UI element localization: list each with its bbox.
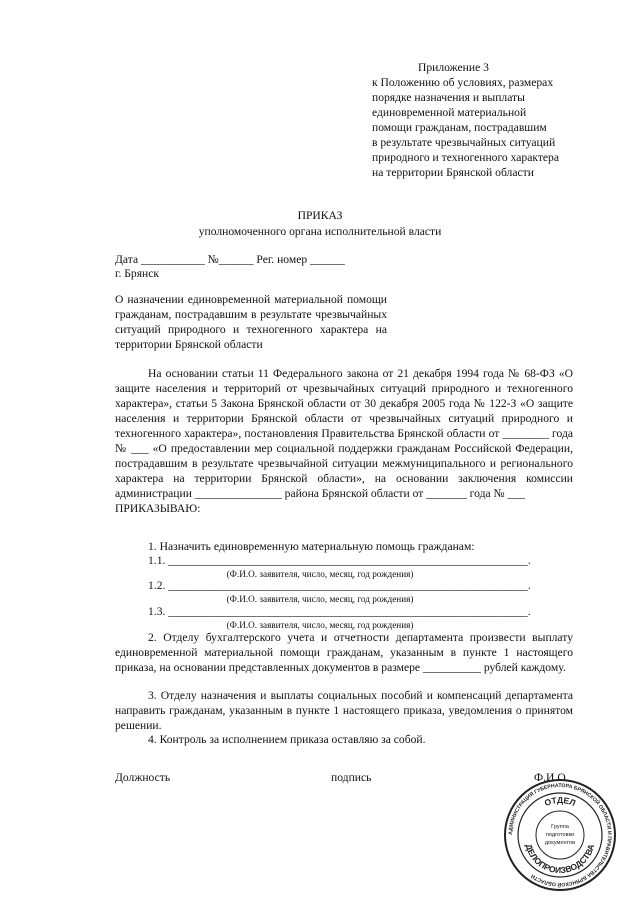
item-1-2-hint: (Ф.И.О. заявителя, число, месяц, год рождения) bbox=[226, 594, 414, 604]
document-subtitle: уполномоченного органа исполнительной власти bbox=[198, 225, 442, 238]
appendix-line: в результате чрезвычайных ситуаций bbox=[372, 136, 556, 149]
item-1-1-hint: (Ф.И.О. заявителя, число, месяц, год рождения) bbox=[226, 569, 414, 579]
appendix-line: природного и техногенного характера bbox=[372, 151, 559, 164]
item-1-3-line: 1.3. ______________________________________________________________. bbox=[148, 605, 531, 618]
order-subject: О назначении единовременной материальной помощи гражданам, пострадавшим в результате чрезвычайных ситуаций природного и техногенного характера на территории Брянской области bbox=[115, 293, 387, 351]
item-2 bbox=[115, 630, 573, 675]
stamp-center-line: Группа bbox=[551, 824, 569, 830]
stamp-bottom-text: ДЕЛОПРОИЗВОДСТВА bbox=[523, 842, 597, 876]
item-1-1-line: 1.1. ______________________________________________________________. bbox=[148, 554, 531, 567]
stamp-center-line: подготовки bbox=[545, 832, 575, 838]
stamp-center-line: документов bbox=[544, 840, 576, 846]
document-title: ПРИКАЗ bbox=[297, 209, 343, 222]
stamp-top-text: ОТДЕЛ bbox=[543, 794, 578, 809]
item-4-text: 4. Контроль за исполнением приказа оставляю за собой. bbox=[148, 733, 426, 746]
appendix-line: единовременной материальной bbox=[372, 106, 527, 119]
stamp-seal-icon bbox=[503, 778, 617, 892]
appendix-line: порядке назначения и выплаты bbox=[372, 91, 525, 104]
item-3 bbox=[115, 688, 573, 733]
signature-name: Ф.И.О. bbox=[534, 771, 569, 784]
stamp-ring-text: АДМИНИСТРАЦИЯ ГУБЕРНАТОРА БРЯНСКОЙ ОБЛАСТИ И ПРАВИТЕЛЬСТВА БРЯНСКОЙ ОБЛАСТИ bbox=[507, 782, 613, 888]
item-2-text: 2. Отделу бухгалтерского учета и отчетности департамента произвести выплату единовременной материальной помощи гражданам, указанным в пункте 1 настоящего приказа, на основании представленных документов в размере __________ рублей каждому. bbox=[115, 631, 573, 674]
signature-position: Должность bbox=[115, 771, 171, 784]
basis-paragraph: На основании статьи 11 Федерального закона от 21 декабря 1994 года № 68-ФЗ «О защите населения и территорий от чрезвычайных ситуаций природного и техногенного характера», статьи 5 Закона Брянской области от 30 декабря 2005 года № 122-З «О защите населения и территории Брянской области от чрезвычайных ситуаций природного и техногенного характера», постановления Правительства Брянской области от ________ года № ___ «О предоставлении мер социальной поддержки гражданам Российской Федерации, пострадавшим в результате чрезвычайной ситуации межмуниципального и регионального характера на территории Брянской области», на основании заключения комиссии администрации _______________ района Брянской области от _______ года № ___ bbox=[115, 367, 573, 500]
order-word: ПРИКАЗЫВАЮ: bbox=[115, 502, 201, 515]
item-1-3-hint: (Ф.И.О. заявителя, число, месяц, год рождения) bbox=[226, 620, 414, 630]
appendix-line: на территории Брянской области bbox=[372, 166, 534, 179]
item-4 bbox=[115, 732, 573, 747]
appendix-line: к Положению об условиях, размерах bbox=[372, 76, 554, 89]
appendix-block bbox=[372, 60, 602, 180]
item-1: 1. Назначить единовременную материальную помощь гражданам: bbox=[148, 540, 475, 553]
item-1-2-line: 1.2. ______________________________________________________________. bbox=[148, 579, 531, 592]
appendix-number: Приложение 3 bbox=[418, 61, 489, 74]
basis-block bbox=[115, 366, 573, 516]
item-3-text: 3. Отделу назначения и выплаты социальных пособий и компенсаций департамента направить гражданам, указанным в пункте 1 настоящего приказа, уведомления о принятом решении. bbox=[115, 689, 573, 732]
signature-sign: подпись bbox=[331, 771, 372, 784]
svg-text:ОТДЕЛ bbox=[543, 795, 577, 808]
official-stamp bbox=[503, 778, 617, 896]
date-number-line: Дата ___________ №______ Рег. номер ______ bbox=[115, 253, 345, 266]
city-line: г. Брянск bbox=[115, 267, 160, 280]
appendix-line: помощи гражданам, пострадавшим bbox=[372, 121, 547, 134]
